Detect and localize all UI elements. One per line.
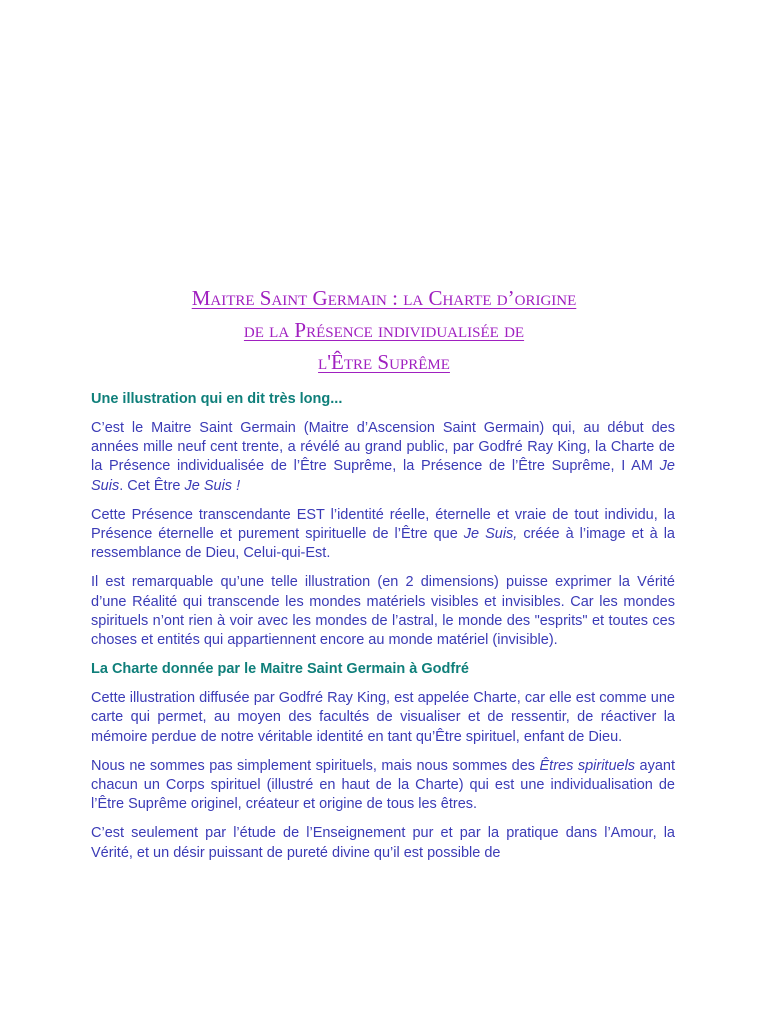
title-line-2: de la Présence individualisée de [243,318,525,342]
paragraph-text: créée à l’image et à la ressemblance de Dieu, Celui-qui-Est. [91,526,675,562]
paragraph-enseignement: C’est seulement par l’étude de l’Enseignement pur et par la pratique dans l’Amour, la Vérité, et un désir puissant de pureté divine qu’il est possible de [91,825,675,861]
title-line-1: Maitre Saint Germain : la Charte d’origine [191,286,577,310]
section-heading-illustration: Une illustration qui en dit très long... [91,391,343,407]
paragraph-charte-diffusion: Cette illustration diffusée par Godfré Ray King, est appelée Charte, car elle est comme une carte qui permet, au moyen des facultés de visualiser et de ressentir, de réactiver la mémoire perdue de notre véritable identité en tant qu’Être spirituel, enfant de Dieu. [91,690,675,745]
paragraph-text: Nous ne sommes pas simplement spirituels, mais nous sommes des [91,757,540,774]
emphasis-je-suis: Je Suis, [463,526,518,543]
emphasis-je-suis: Je Suis [91,458,675,494]
document-body [91,390,675,873]
paragraph-text: Cette Présence transcendante EST l’identité réelle, éternelle et vraie de tout individu, la Présence éternelle et purement spirituelle de l’Être que [91,506,675,543]
section-heading-charte: La Charte donnée par le Maitre Saint Germain à Godfré [91,661,469,678]
paragraph-text: C’est le Maitre Saint Germain (Maitre d’Ascension Saint Germain) qui, au début des années mille neuf cent trente, a révélé au grand public, par Godfré Ray King, la Charte de la Présence individualisée de l’Être Suprême, la Présence de l’Être Suprême, I AM [91,420,675,475]
paragraph-remarkable: Il est remarquable qu’une telle illustration (en 2 dimensions) puisse exprimer la Vérité d’une Réalité qui transcende les mondes matériels visibles et invisibles. Car les mondes spirituels n’ont rien à voir avec les mondes de l’astral, le monde des "esprits" et toutes ces choses et entités qui appartiennent encore au monde matériel (invisible). [91,574,675,649]
paragraph-origin [91,419,675,496]
paragraph-etres-spirituels [91,757,675,815]
emphasis-je-suis-exclaim: Je Suis ! [184,477,241,494]
paragraph-text: . Cet Être [119,477,185,494]
paragraph-text: ayant chacun un Corps spirituel (illustré en haut de la Charte) qui est une individualisation de l’Être Suprême originel, créateur et origine de tous les êtres. [91,757,676,813]
document-title [0,282,768,378]
emphasis-etres-spirituels: Êtres spirituels [539,757,636,774]
title-line-3: l'Être Suprême [318,350,450,374]
paragraph-presence [91,506,675,564]
